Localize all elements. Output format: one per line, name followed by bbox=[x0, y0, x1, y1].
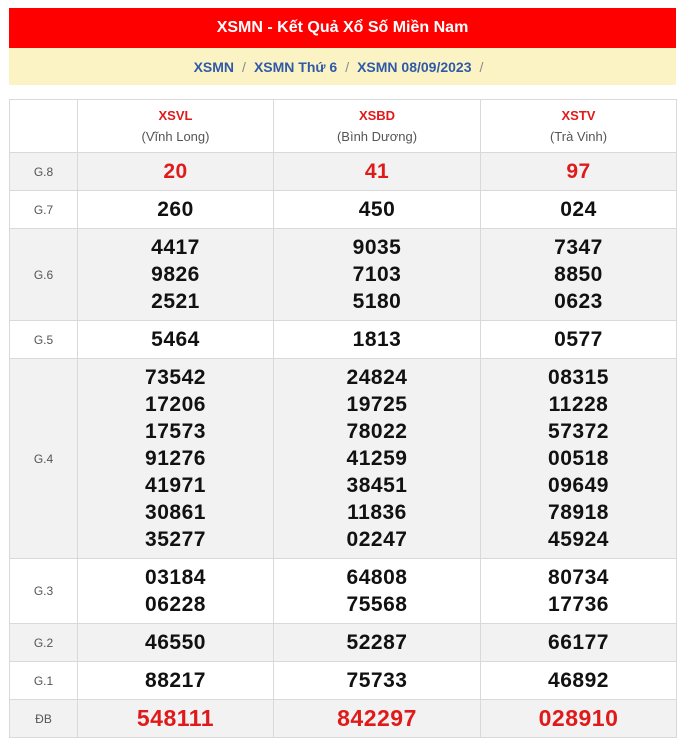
prize-cell bbox=[78, 191, 274, 229]
winning-number: 46892 bbox=[548, 669, 609, 692]
prize-cell bbox=[274, 153, 481, 191]
winning-number: 842297 bbox=[337, 705, 417, 731]
winning-number: 45924 bbox=[548, 528, 609, 551]
prize-row bbox=[10, 559, 677, 624]
prize-cell bbox=[274, 321, 481, 359]
prize-cell bbox=[78, 153, 274, 191]
winning-number: 7103 bbox=[352, 263, 402, 286]
prize-cell bbox=[274, 229, 481, 321]
winning-number: 19725 bbox=[346, 393, 408, 416]
prize-cell bbox=[274, 559, 481, 624]
breadcrumb-separator: / bbox=[242, 58, 246, 75]
breadcrumb-link-xsmn[interactable]: XSMN bbox=[193, 58, 235, 75]
prize-cell bbox=[78, 229, 274, 321]
winning-number: 17206 bbox=[145, 393, 206, 416]
prize-row bbox=[10, 359, 677, 559]
province-code-link[interactable]: XSTV bbox=[561, 107, 596, 123]
winning-number: 46550 bbox=[145, 631, 206, 654]
winning-number: 0577 bbox=[554, 328, 603, 351]
breadcrumb-link-date[interactable]: XSMN 08/09/2023 bbox=[357, 58, 472, 75]
prize-label: ĐB bbox=[10, 700, 78, 738]
winning-number: 57372 bbox=[548, 420, 609, 443]
prize-cell bbox=[78, 559, 274, 624]
winning-number: 41 bbox=[364, 160, 390, 183]
province-header bbox=[481, 100, 677, 153]
winning-number: 08315 bbox=[548, 366, 609, 389]
prize-cell bbox=[481, 191, 677, 229]
prize-label: G.2 bbox=[10, 624, 78, 662]
province-name: (Vĩnh Long) bbox=[141, 128, 210, 144]
winning-number: 11228 bbox=[548, 393, 609, 416]
winning-number: 66177 bbox=[548, 631, 609, 654]
prize-label: G.4 bbox=[10, 359, 78, 559]
prize-cell bbox=[481, 662, 677, 700]
prize-table-body bbox=[10, 153, 677, 738]
prize-cell bbox=[481, 359, 677, 559]
winning-number: 028910 bbox=[538, 705, 619, 731]
prize-cell bbox=[78, 662, 274, 700]
winning-number: 03184 bbox=[145, 566, 206, 589]
winning-number: 024 bbox=[560, 198, 597, 221]
province-name: (Bình Dương) bbox=[336, 128, 418, 144]
results-table bbox=[9, 99, 677, 738]
prize-cell bbox=[78, 700, 274, 738]
winning-number: 78022 bbox=[346, 420, 408, 443]
winning-number: 52287 bbox=[346, 631, 408, 654]
prize-cell bbox=[78, 321, 274, 359]
winning-number: 548111 bbox=[136, 705, 215, 731]
winning-number: 02247 bbox=[346, 528, 408, 551]
prize-row bbox=[10, 229, 677, 321]
prize-label: G.5 bbox=[10, 321, 78, 359]
winning-number: 88217 bbox=[145, 669, 206, 692]
breadcrumb-separator: / bbox=[345, 58, 350, 75]
province-name: (Trà Vinh) bbox=[549, 128, 608, 144]
winning-number: 64808 bbox=[346, 566, 408, 589]
winning-number: 7347 bbox=[554, 236, 603, 259]
winning-number: 41971 bbox=[145, 474, 206, 497]
winning-number: 17573 bbox=[145, 420, 206, 443]
winning-number: 24824 bbox=[346, 366, 408, 389]
winning-number: 06228 bbox=[145, 593, 206, 616]
province-header bbox=[78, 100, 274, 153]
breadcrumb bbox=[9, 48, 676, 85]
prize-cell bbox=[78, 624, 274, 662]
province-code-link[interactable]: XSVL bbox=[158, 107, 193, 123]
winning-number: 5464 bbox=[151, 328, 200, 351]
winning-number: 0623 bbox=[554, 290, 603, 313]
winning-number: 1813 bbox=[352, 328, 402, 351]
winning-number: 41259 bbox=[346, 447, 408, 470]
winning-number: 91276 bbox=[145, 447, 206, 470]
prize-label: G.6 bbox=[10, 229, 78, 321]
winning-number: 20 bbox=[163, 160, 188, 183]
winning-number: 09649 bbox=[548, 474, 609, 497]
prize-label: G.3 bbox=[10, 559, 78, 624]
prize-cell bbox=[481, 153, 677, 191]
prize-label: G.1 bbox=[10, 662, 78, 700]
prize-row bbox=[10, 191, 677, 229]
province-header bbox=[274, 100, 481, 153]
winning-number: 17736 bbox=[548, 593, 609, 616]
table-header-row bbox=[10, 100, 677, 153]
prize-cell bbox=[78, 359, 274, 559]
prize-cell bbox=[274, 191, 481, 229]
header-corner-cell bbox=[10, 100, 78, 153]
prize-row bbox=[10, 153, 677, 191]
winning-number: 5180 bbox=[352, 290, 402, 313]
prize-label: G.7 bbox=[10, 191, 78, 229]
winning-number: 35277 bbox=[145, 528, 206, 551]
winning-number: 260 bbox=[157, 198, 194, 221]
winning-number: 38451 bbox=[346, 474, 408, 497]
breadcrumb-separator: / bbox=[479, 58, 484, 75]
province-code-link[interactable]: XSBD bbox=[358, 107, 396, 123]
winning-number: 30861 bbox=[145, 501, 206, 524]
winning-number: 78918 bbox=[548, 501, 609, 524]
prize-row bbox=[10, 624, 677, 662]
winning-number: 4417 bbox=[151, 236, 200, 259]
prize-cell bbox=[481, 229, 677, 321]
winning-number: 9035 bbox=[352, 236, 402, 259]
prize-cell bbox=[274, 624, 481, 662]
winning-number: 75568 bbox=[346, 593, 408, 616]
winning-number: 80734 bbox=[548, 566, 609, 589]
prize-cell bbox=[274, 359, 481, 559]
prize-cell bbox=[481, 321, 677, 359]
prize-row bbox=[10, 700, 677, 738]
prize-row bbox=[10, 321, 677, 359]
prize-cell bbox=[481, 559, 677, 624]
prize-row bbox=[10, 662, 677, 700]
winning-number: 2521 bbox=[151, 290, 200, 313]
prize-cell bbox=[481, 624, 677, 662]
page-title: XSMN - Kết Quả Xổ Số Miền Nam bbox=[9, 8, 676, 48]
winning-number: 97 bbox=[566, 160, 591, 183]
prize-cell bbox=[274, 700, 481, 738]
winning-number: 450 bbox=[358, 198, 396, 221]
prize-cell bbox=[481, 700, 677, 738]
winning-number: 73542 bbox=[145, 366, 206, 389]
prize-cell bbox=[274, 662, 481, 700]
prize-label: G.8 bbox=[10, 153, 78, 191]
winning-number: 00518 bbox=[548, 447, 609, 470]
breadcrumb-link-weekday[interactable]: XSMN Thứ 6 bbox=[253, 58, 338, 75]
winning-number: 75733 bbox=[346, 669, 408, 692]
winning-number: 8850 bbox=[554, 263, 603, 286]
winning-number: 11836 bbox=[347, 501, 407, 524]
winning-number: 9826 bbox=[151, 263, 200, 286]
